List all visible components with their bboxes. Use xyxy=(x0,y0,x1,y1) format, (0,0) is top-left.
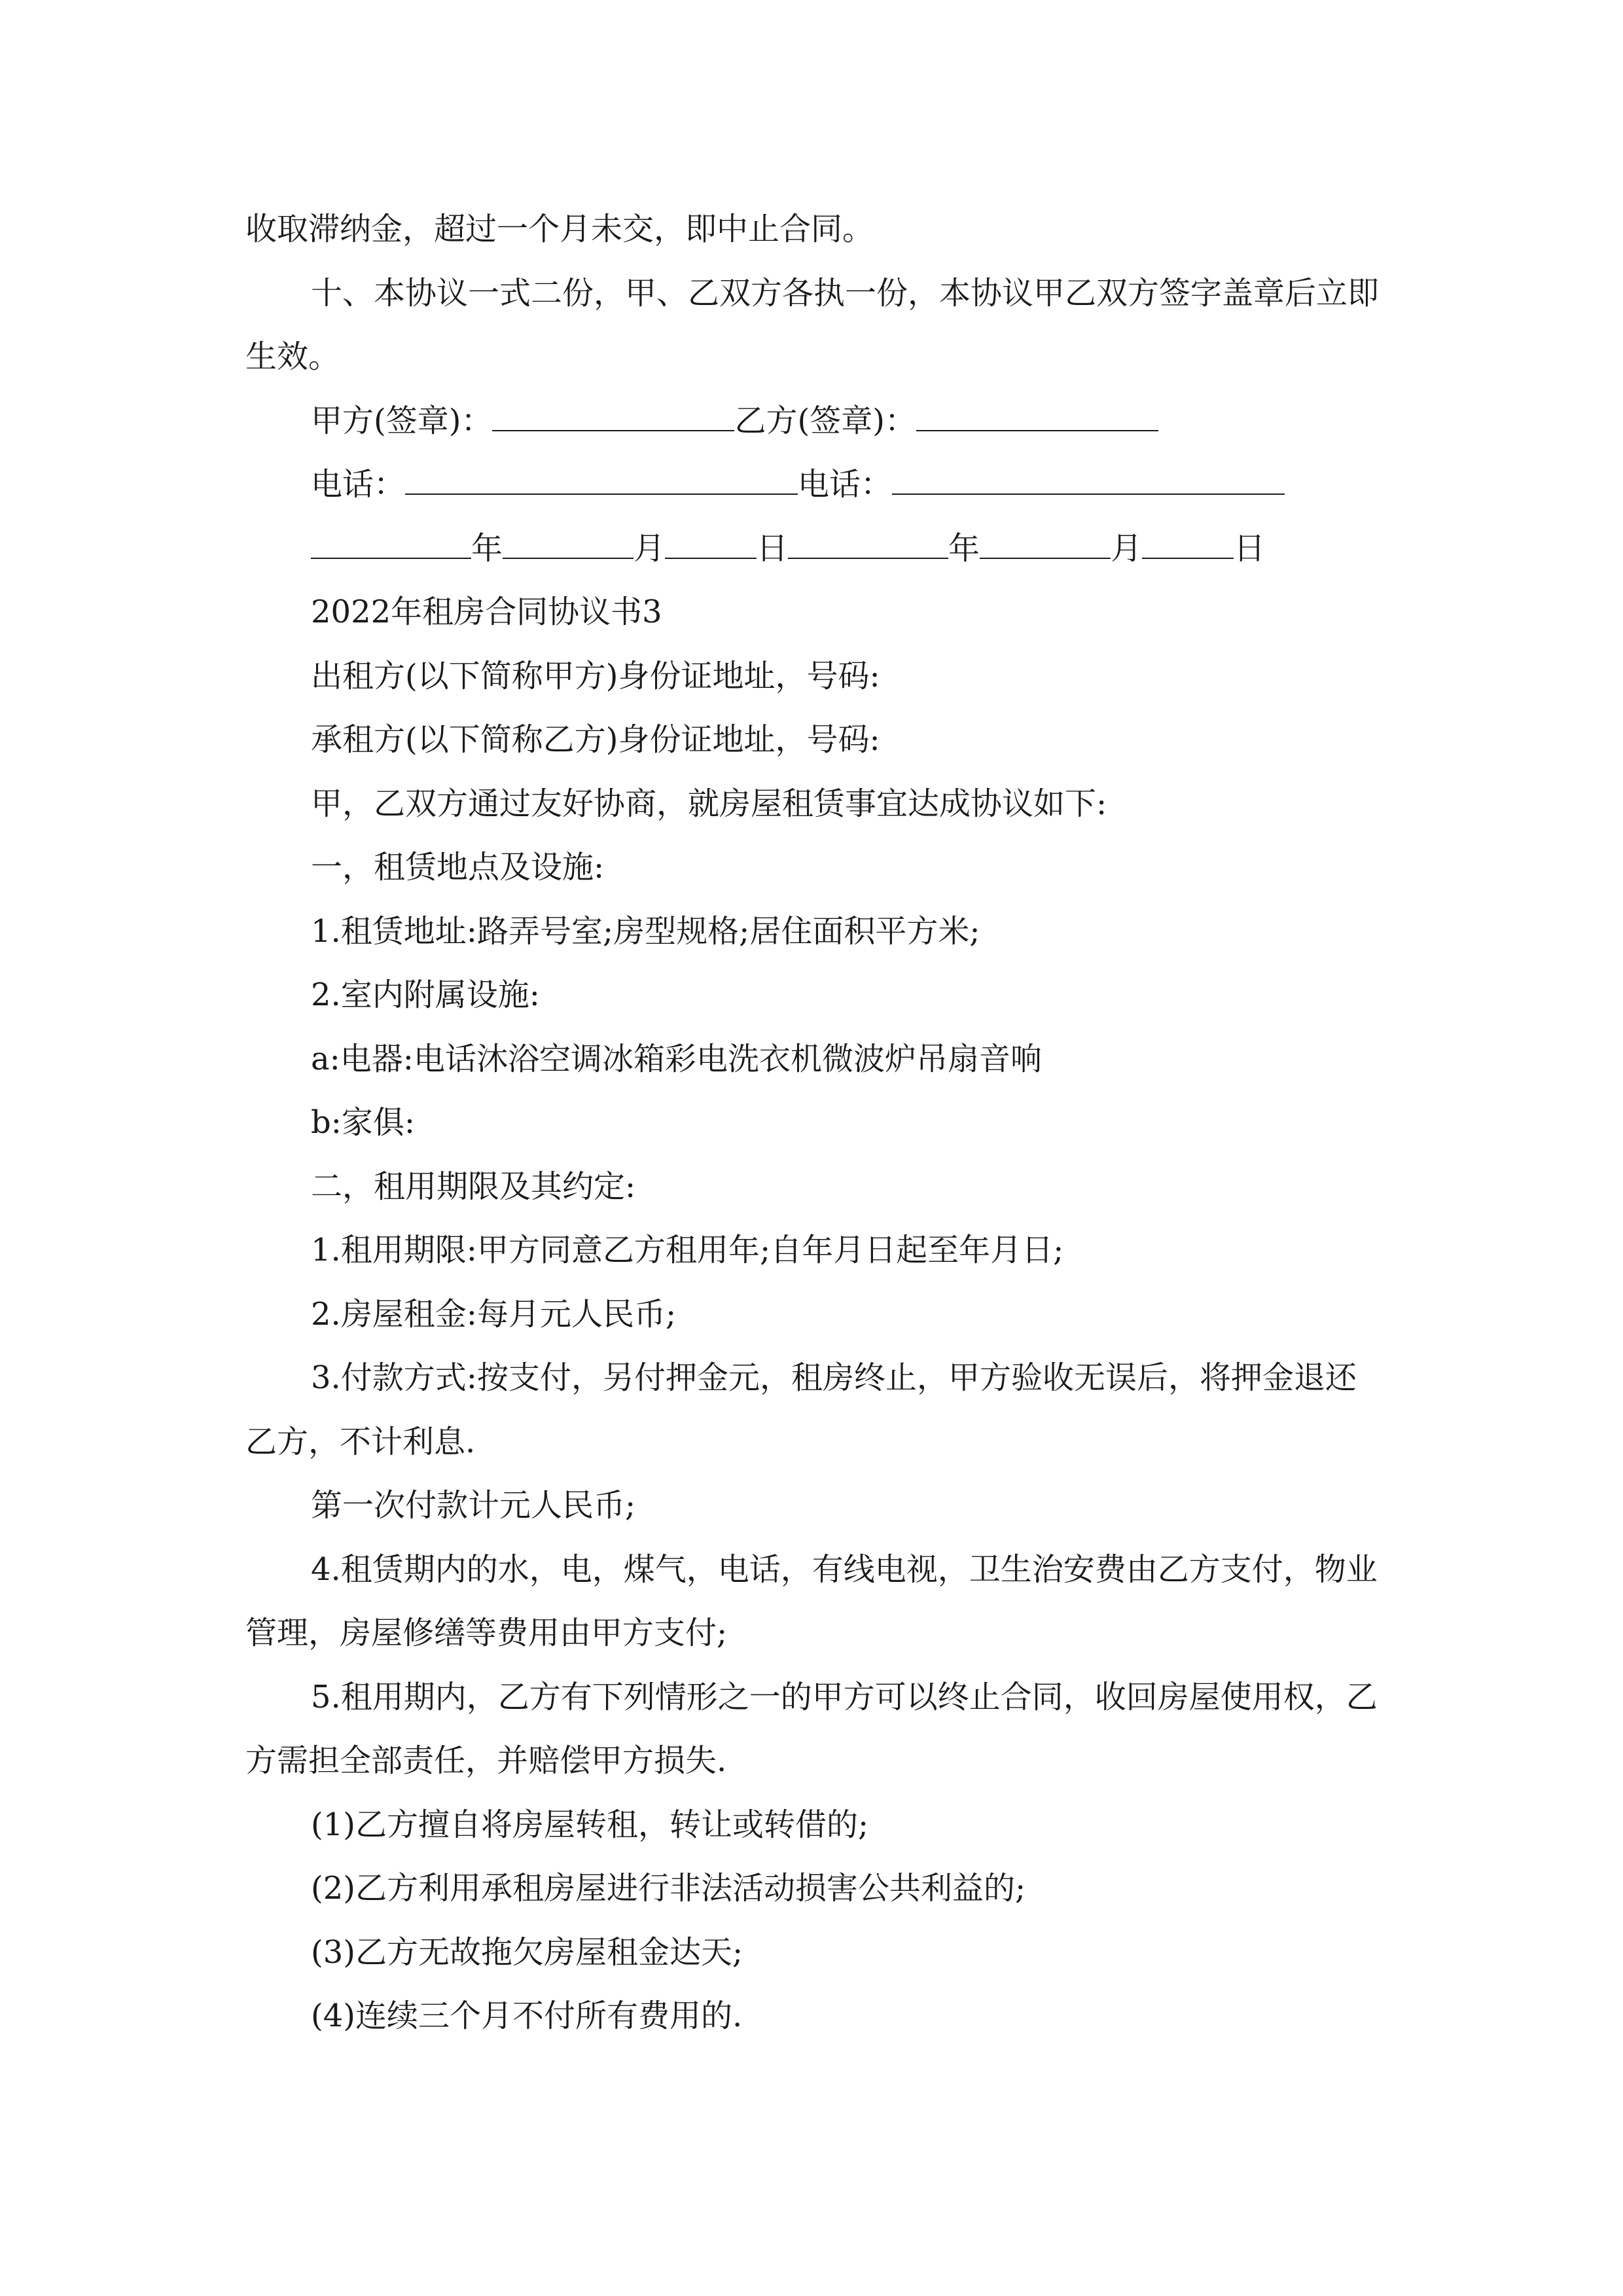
party-b-month-blank xyxy=(980,533,1111,559)
party-b-phone-label: 电话： xyxy=(798,466,893,503)
document-title: 2022年租房合同协议书3 xyxy=(311,594,662,630)
party-b-day-label: 日 xyxy=(1234,529,1266,567)
item-rental-period: 1.租用期限:甲方同意乙方租用年;自年月日起至年月日; xyxy=(311,1232,1064,1268)
party-a-phone-blank xyxy=(405,469,798,495)
item-facilities: 2.室内附属设施: xyxy=(311,977,540,1013)
party-b-signature-blank xyxy=(916,405,1158,431)
document-body xyxy=(245,198,1381,2049)
termination-case-1: (1)乙方擅自将房屋转租，转让或转借的; xyxy=(311,1806,869,1843)
signature-line xyxy=(245,389,1381,454)
phone-line xyxy=(245,453,1381,517)
item-rental-address: 1.租赁地址:路弄号室;房型规格;居住面积平方米; xyxy=(311,912,980,950)
item-furniture: b:家俱: xyxy=(311,1104,416,1141)
party-b-day-blank xyxy=(1142,533,1234,559)
party-a-year-blank xyxy=(311,533,471,559)
party-a-phone-label: 电话： xyxy=(311,466,406,503)
intro-line: 甲，乙双方通过友好协商，就房屋租赁事宜达成协议如下: xyxy=(311,785,1107,822)
termination-case-3: (3)乙方无故拖欠房屋租金达天; xyxy=(311,1933,743,1971)
lessor-line: 出租方(以下简称甲方)身份证地址，号码: xyxy=(311,657,880,694)
party-b-year-label: 年 xyxy=(948,529,980,567)
party-a-month-label: 月 xyxy=(633,529,666,567)
party-a-month-blank xyxy=(503,533,633,559)
item-utilities: 4.租赁期内的水，电，煤气，电话，有线电视，卫生治安费由乙方支付，物业管理，房屋修缮等费用由甲方支付; xyxy=(245,1551,1378,1651)
item-payment-method: 3.付款方式:按支付，另付押金元，租房终止，甲方验收无误后，将押金退还乙方，不计利息. xyxy=(245,1359,1357,1460)
section-1-heading: 一，租赁地点及设施: xyxy=(311,849,605,886)
lessee-line: 承租方(以下简称乙方)身份证地址，号码: xyxy=(311,721,880,758)
party-b-year-blank xyxy=(788,533,948,559)
termination-case-2: (2)乙方利用承租房屋进行非法活动损害公共利益的; xyxy=(311,1870,1026,1907)
party-a-day-label: 日 xyxy=(757,529,789,567)
item-appliances: a:电器:电话沐浴空调冰箱彩电洗衣机微波炉吊扇音响 xyxy=(311,1040,1042,1077)
party-b-phone-blank xyxy=(892,469,1285,495)
party-b-signature-label: 乙方(签章)： xyxy=(734,402,916,439)
party-a-signature-label: 甲方(签章)： xyxy=(311,402,493,439)
item-termination: 5.租用期内，乙方有下列情形之一的甲方可以终止合同，收回房屋使用权，乙方需担全部责任，并赔偿甲方损失. xyxy=(245,1678,1378,1779)
paragraph-late-fee: 收取滞纳金，超过一个月未交，即中止合同。 xyxy=(245,211,874,247)
termination-case-4: (4)连续三个月不付所有费用的. xyxy=(311,1998,743,2034)
party-a-signature-blank xyxy=(492,405,734,431)
party-a-day-blank xyxy=(665,533,757,559)
party-b-month-label: 月 xyxy=(1111,529,1143,567)
clause-ten: 十、本协议一式二份，甲、乙双方各执一份，本协议甲乙双方签字盖章后立即生效。 xyxy=(245,274,1380,375)
section-2-heading: 二，租用期限及其约定: xyxy=(311,1168,636,1205)
party-a-year-label: 年 xyxy=(471,529,503,567)
item-rent: 2.房屋租金:每月元人民币; xyxy=(311,1295,677,1333)
item-first-payment: 第一次付款计元人民币; xyxy=(311,1487,636,1524)
date-line xyxy=(245,517,1381,581)
